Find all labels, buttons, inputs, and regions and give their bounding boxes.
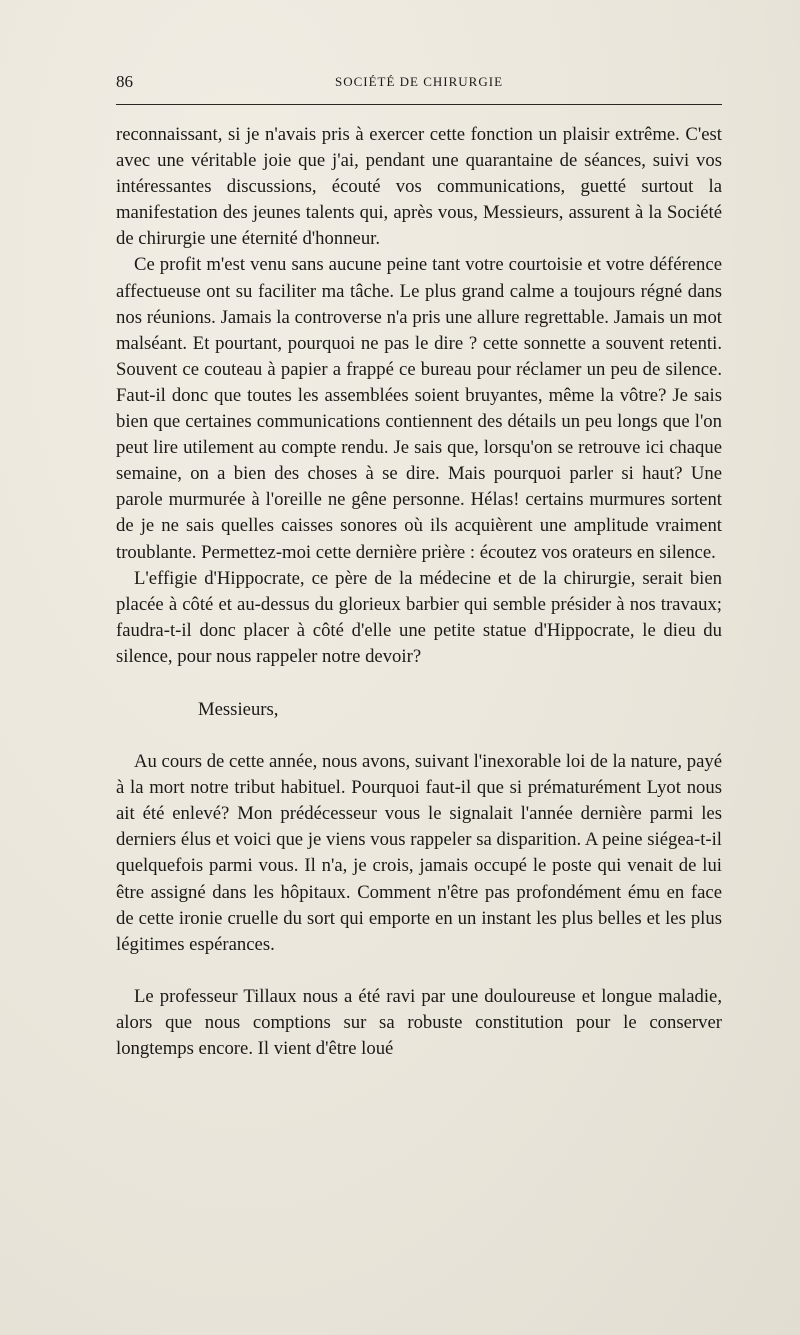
paragraph-4: Au cours de cette année, nous avons, suivant l'inexorable loi de la nature, payé à la mort notre tribut habituel. Pourquoi faut-il que si prématurément Lyot nous ait été enlevé? Mon prédécesseur vous le signalait l'année dernière parmi les derniers élus et voici que je viens vous rappeler sa disparition. A peine siégea-t-il quelquefois parmi vous. Il n'a, je crois, jamais occupé le poste qui venait de lui être assigné dans les hôpitaux. Comment n'être pas profondément ému en face de cette ironie cruelle du sort qui emporte en un instant les plus belles et les plus légitimes espérances. xyxy=(116,751,722,955)
paragraph-2: Ce profit m'est venu sans aucune peine tant votre courtoisie et votre déférence affectueuse ont su faciliter ma tâche. Le plus grand calme a toujours régné dans nos réunions. Jamais la controverse n'a pris une allure regrettable. Jamais un mot malséant. Et pourtant, pourquoi ne pas le dire ? cette sonnette a souvent retenti. Souvent ce couteau à papier a frappé ce bureau pour réclamer un peu de silence. Faut-il donc que toutes les assemblées soient bruyantes, même la vôtre? Je sais bien que certaines communications contiennent des détails un peu longs que l'on peut lire utilement au compte rendu. Je sais que, lorsqu'on se retrouve ici chaque semaine, on a bien des choses à se dire. Mais pourquoi parler si haut? Une parole murmurée à l'oreille ne gêne personne. Hélas! certains murmures sortent de je ne sais quelles caisses sonores où ils acquièrent une amplitude vraiment troublante. Permettez-moi cette dernière prière : écoutez vos orateurs en silence. xyxy=(116,254,722,563)
running-title: SOCIÉTÉ DE CHIRURGIE xyxy=(334,74,504,89)
header-rule xyxy=(116,104,722,105)
body-text xyxy=(116,122,722,1062)
salutation: Messieurs, xyxy=(198,698,279,720)
running-head xyxy=(116,70,722,98)
paragraph-1: reconnaissant, si je n'avais pris à exercer cette fonction un plaisir extrême. C'est avec une véritable joie que j'ai, pendant une quarantaine de séances, suivi vos intéressantes discussions, écouté vos communications, guetté surtout la manifestation des jeunes talents qui, après vous, Messieurs, assurent à la Société de chirurgie une éternité d'honneur. xyxy=(116,124,722,250)
page-number: 86 xyxy=(116,72,133,91)
paragraph-5: Le professeur Tillaux nous a été ravi par une douloureuse et longue maladie, alors que nous comptions sur sa robuste constitution pour le conserver longtemps encore. Il vient d'être loué xyxy=(116,985,722,1059)
paragraph-3: L'effigie d'Hippocrate, ce père de la médecine et de la chirurgie, serait bien placée à côté et au-dessus du glorieux barbier qui semble présider à nos travaux; faudra-t-il donc placer à côté d'elle une petite statue d'Hippocrate, le dieu du silence, pour nous rappeler notre devoir? xyxy=(116,567,722,667)
